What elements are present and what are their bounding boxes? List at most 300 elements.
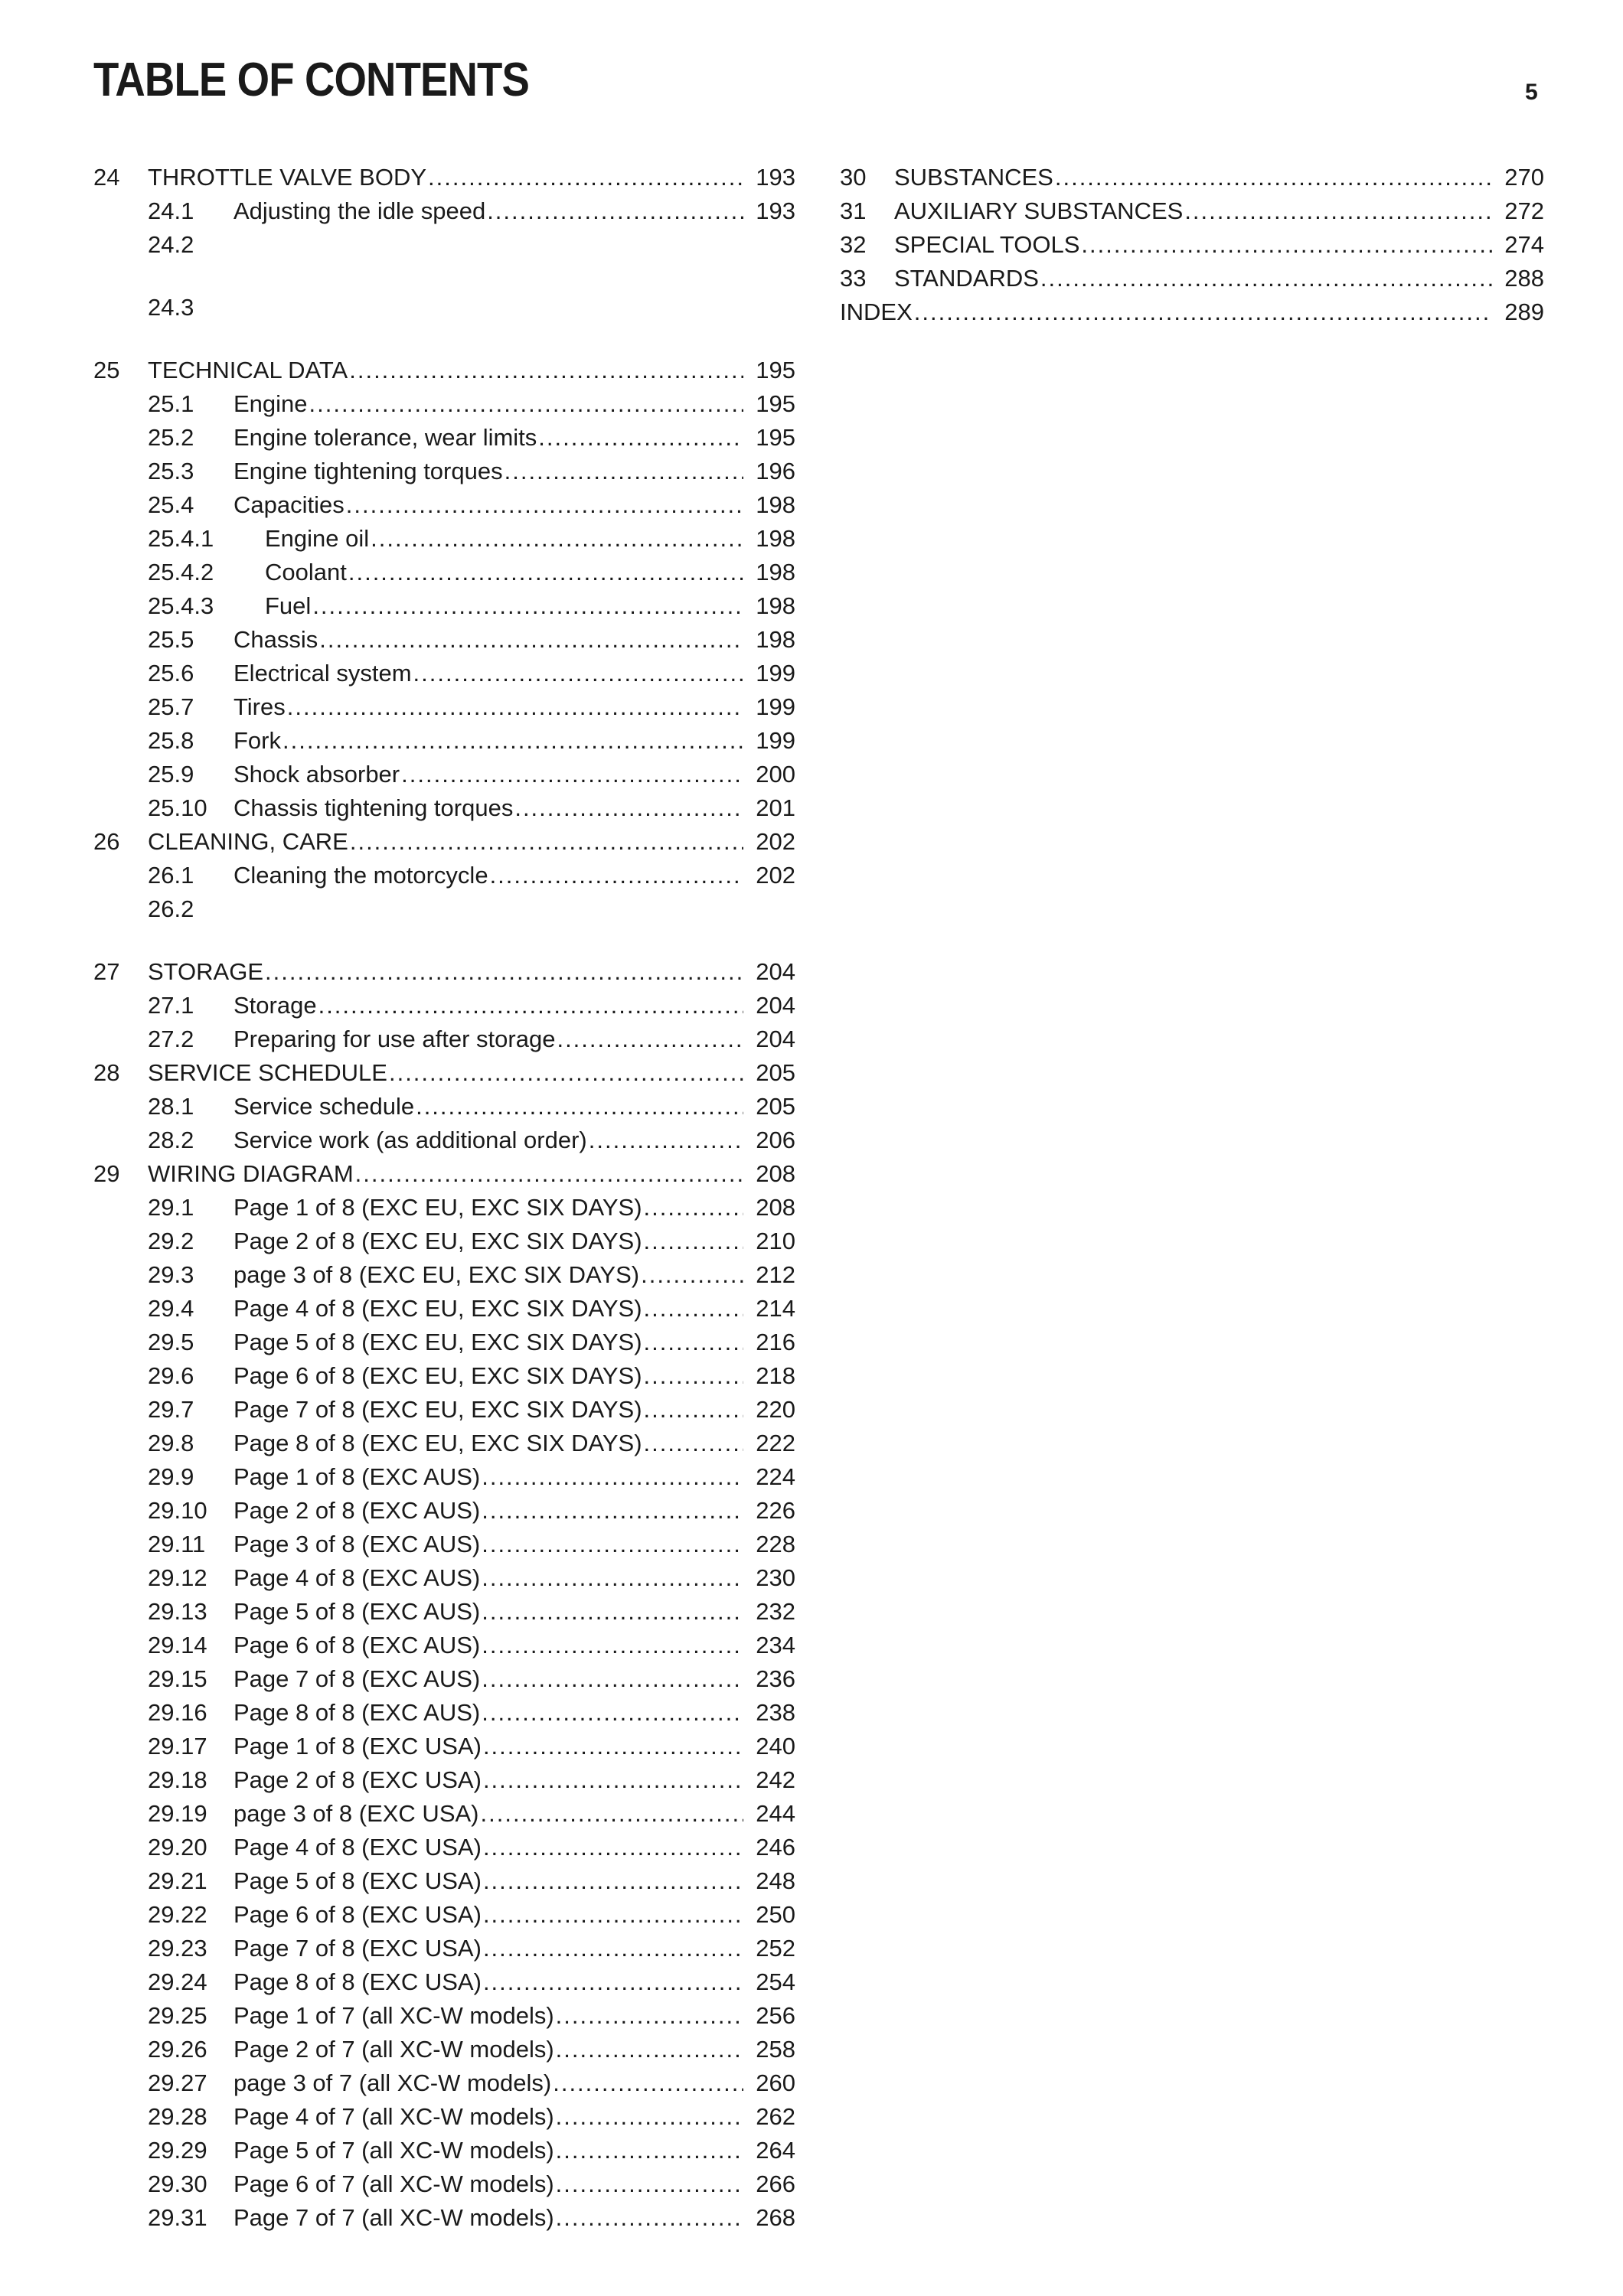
toc-entry[interactable] — [93, 228, 795, 291]
toc-entry-text — [233, 1326, 795, 1359]
toc-entry[interactable] — [93, 1898, 795, 1932]
dot-leader — [482, 1494, 743, 1528]
toc-entry-line — [233, 1494, 795, 1528]
toc-entry-page: 214 — [756, 1295, 795, 1322]
toc-entry-number: 25.1 — [148, 390, 194, 417]
toc-entry-line — [148, 1157, 795, 1191]
toc-entry[interactable] — [93, 1124, 795, 1157]
toc-entry-text — [840, 295, 1544, 329]
dot-leader — [309, 387, 743, 421]
toc-entry-text — [233, 989, 795, 1022]
toc-entry-title: Page 7 of 8 (EXC EU, EXC SIX DAYS) — [233, 1396, 642, 1423]
toc-entry-line — [148, 161, 795, 194]
toc-entry[interactable] — [93, 2134, 795, 2167]
toc-entry-text — [233, 1292, 795, 1326]
toc-entry[interactable] — [93, 455, 795, 488]
dot-leader — [556, 2201, 743, 2235]
toc-entry-title: CLEANING, CARE — [148, 828, 348, 855]
dot-leader — [644, 1326, 743, 1359]
dot-leader — [346, 488, 743, 522]
toc-entry-number: 25.2 — [148, 424, 194, 451]
toc-entry-page: 198 — [756, 491, 795, 518]
toc-entry-title: Page 6 of 8 (EXC EU, EXC SIX DAYS) — [233, 1362, 642, 1389]
toc-entry-page: 220 — [756, 1396, 795, 1423]
toc-entry-number: 25.4.2 — [148, 559, 214, 585]
toc-entry-page: 252 — [756, 1935, 795, 1962]
dot-leader — [413, 657, 743, 690]
toc-entry-page: 224 — [756, 1463, 795, 1490]
toc-entry-title: SERVICE SCHEDULE — [148, 1059, 387, 1086]
toc-entry[interactable] — [93, 1292, 795, 1326]
toc-entry[interactable] — [93, 387, 795, 421]
toc-entry[interactable] — [93, 1730, 795, 1763]
toc-column-left — [93, 161, 795, 2235]
toc-entry-line — [233, 623, 795, 657]
toc-entry-line — [233, 387, 795, 421]
dot-leader — [481, 1797, 744, 1831]
toc-entry-page: 262 — [756, 2103, 795, 2130]
toc-entry-title: Page 3 of 8 (EXC AUS) — [233, 1531, 481, 1557]
toc-entry[interactable] — [93, 758, 795, 791]
toc-entry-number: 26.2 — [148, 895, 194, 922]
dot-leader — [482, 1629, 743, 1662]
toc-entry[interactable] — [93, 1427, 795, 1460]
toc-entry-title: Cleaning the motorcycle — [233, 862, 488, 889]
toc-entry-page: 198 — [756, 559, 795, 585]
toc-entry-number: 29.13 — [148, 1598, 207, 1625]
dot-leader — [482, 1528, 743, 1561]
toc-entry-number: 32 — [840, 231, 867, 258]
toc-entry[interactable] — [93, 161, 795, 194]
dot-leader — [371, 522, 743, 556]
toc-entry[interactable] — [93, 690, 795, 724]
dot-leader — [482, 1696, 743, 1730]
toc-entry-page: 199 — [756, 660, 795, 687]
toc-entry-page: 232 — [756, 1598, 795, 1625]
toc-entry[interactable] — [93, 724, 795, 758]
toc-entry-text — [233, 2134, 795, 2167]
dot-leader — [483, 1864, 743, 1898]
toc-entry[interactable] — [93, 1561, 795, 1595]
toc-entry-title: Page 7 of 8 (EXC USA) — [233, 1935, 482, 1962]
toc-entry-title: Page 6 of 8 (EXC AUS) — [233, 1632, 481, 1658]
toc-entry[interactable] — [93, 2167, 795, 2201]
toc-entry[interactable] — [840, 161, 1544, 194]
toc-entry[interactable] — [93, 1797, 795, 1831]
toc-entry[interactable] — [93, 194, 795, 228]
toc-entry-text — [233, 1730, 795, 1763]
toc-entry-line — [233, 1696, 795, 1730]
toc-entry-text — [894, 194, 1544, 228]
toc-entry-number: 29.31 — [148, 2204, 207, 2231]
page-number: 5 — [1525, 80, 1538, 105]
toc-entry[interactable] — [93, 859, 795, 892]
dot-leader — [312, 589, 743, 623]
toc-entry-text — [265, 556, 795, 589]
toc-entry-line — [233, 1427, 795, 1460]
toc-entry-page: 289 — [1504, 298, 1544, 325]
dot-leader — [1040, 262, 1492, 295]
toc-entry-title: TECHNICAL DATA — [148, 357, 348, 383]
toc-entry[interactable] — [93, 1831, 795, 1864]
dot-leader — [416, 1090, 743, 1124]
toc-entry[interactable] — [93, 589, 795, 623]
toc-entry-number: 25.5 — [148, 626, 194, 653]
toc-entry-text — [233, 2033, 795, 2066]
toc-entry-page: 266 — [756, 2170, 795, 2197]
toc-entry-line — [233, 1999, 795, 2033]
toc-entry-text — [233, 724, 795, 758]
toc-entry-page: 193 — [756, 197, 795, 224]
toc-entry[interactable] — [93, 791, 795, 825]
toc-entry-number: 29.21 — [148, 1867, 207, 1894]
dot-leader — [318, 989, 743, 1022]
toc-entry[interactable] — [93, 1763, 795, 1797]
toc-entry-number: 25 — [93, 357, 120, 383]
toc-entry-title: Page 4 of 8 (EXC EU, EXC SIX DAYS) — [233, 1295, 642, 1322]
toc-entry-page: 242 — [756, 1766, 795, 1793]
dot-leader — [641, 1258, 743, 1292]
toc-entry[interactable] — [93, 421, 795, 455]
toc-entry-number: 25.3 — [148, 458, 194, 484]
toc-entry-number: 29.15 — [148, 1665, 207, 1692]
toc-entry-title: Fork — [233, 727, 281, 754]
toc-entry-page: 206 — [756, 1127, 795, 1153]
dot-leader — [556, 2100, 743, 2134]
toc-entry-text — [233, 1393, 795, 1427]
dot-leader — [557, 1022, 743, 1056]
toc-entry-page: 204 — [756, 958, 795, 985]
dot-leader — [514, 791, 743, 825]
toc-entry-page: 200 — [756, 761, 795, 788]
toc-entry-line — [148, 955, 795, 989]
toc-entry[interactable] — [840, 228, 1544, 262]
toc-entry-number: 28.1 — [148, 1093, 194, 1120]
toc-entry-number: 29.30 — [148, 2170, 207, 2197]
dot-leader — [483, 1932, 743, 1965]
toc-entry-line — [233, 1662, 795, 1696]
toc-entry-title: Page 1 of 8 (EXC AUS) — [233, 1463, 481, 1490]
toc-entry-number: 25.4.3 — [148, 592, 214, 619]
dot-leader — [483, 1763, 743, 1797]
toc-entry-title: Page 2 of 8 (EXC EU, EXC SIX DAYS) — [233, 1228, 642, 1254]
toc-entry-number: 29.19 — [148, 1800, 207, 1827]
toc-entry-number: 24.3 — [148, 294, 194, 321]
dot-leader — [505, 455, 743, 488]
toc-entry-line — [233, 1191, 795, 1225]
toc-entry-number: 28 — [93, 1059, 120, 1086]
toc-entry[interactable] — [93, 1326, 795, 1359]
toc-entry-line — [233, 455, 795, 488]
toc-entry-text — [233, 791, 795, 825]
toc-entry-number: 29.22 — [148, 1901, 207, 1928]
toc-entry[interactable] — [93, 1696, 795, 1730]
toc-entry-line — [233, 1629, 795, 1662]
toc-entry[interactable] — [93, 1999, 795, 2033]
dot-leader — [644, 1427, 743, 1460]
toc-entry-number: 29.6 — [148, 1362, 194, 1389]
toc-entry-page: 226 — [756, 1497, 795, 1524]
dot-leader — [482, 1561, 743, 1595]
toc-entry-text — [148, 955, 795, 989]
toc-entry-page: 288 — [1504, 265, 1544, 292]
toc-entry[interactable] — [93, 2100, 795, 2134]
toc-entry-text — [233, 2201, 795, 2235]
toc-entry[interactable] — [93, 1629, 795, 1662]
toc-entry[interactable] — [93, 1662, 795, 1696]
toc-entry-number: 28.2 — [148, 1127, 194, 1153]
toc-entry-page: 208 — [756, 1160, 795, 1187]
toc-entry-number: 29.17 — [148, 1733, 207, 1760]
toc-entry[interactable] — [93, 825, 795, 859]
toc-entry[interactable] — [93, 1393, 795, 1427]
toc-entry[interactable] — [93, 1359, 795, 1393]
toc-entry-number: 29 — [93, 1160, 120, 1187]
toc-entry[interactable] — [93, 1022, 795, 1056]
toc-entry-line — [233, 1932, 795, 1965]
toc-entry-page: 204 — [756, 992, 795, 1019]
toc-entry-page: 256 — [756, 2002, 795, 2029]
toc-entry-number: 25.4 — [148, 491, 194, 518]
toc-entry[interactable] — [93, 354, 795, 387]
toc-entry-text — [233, 1191, 795, 1225]
dot-leader — [644, 1292, 743, 1326]
toc-entry[interactable] — [93, 955, 795, 989]
toc-entry-line — [233, 2167, 795, 2201]
toc-entry-number: 29.10 — [148, 1497, 207, 1524]
toc-entry-number: 25.9 — [148, 761, 194, 788]
toc-entry-page: 205 — [756, 1059, 795, 1086]
toc-entry-text — [894, 228, 1544, 262]
toc-entry-page: 202 — [756, 862, 795, 889]
toc-entry-line — [233, 1797, 795, 1831]
toc-entry-title: Preparing for use after storage — [233, 1026, 556, 1052]
toc-entry-title: Capacities — [233, 491, 345, 518]
toc-entry[interactable] — [93, 1965, 795, 1999]
toc-entry-page: 230 — [756, 1564, 795, 1591]
toc-entry[interactable] — [93, 1090, 795, 1124]
dot-leader — [644, 1191, 743, 1225]
toc-entry[interactable] — [840, 262, 1544, 295]
toc-entry-title: Page 6 of 8 (EXC USA) — [233, 1901, 482, 1928]
toc-entry-number: 27.1 — [148, 992, 194, 1019]
toc-entry-line — [148, 825, 795, 859]
toc-entry-number: 26 — [93, 828, 120, 855]
toc-entry[interactable] — [93, 1157, 795, 1191]
dot-leader — [355, 1157, 743, 1191]
toc-entry-page: 202 — [756, 828, 795, 855]
toc-entry[interactable] — [93, 1225, 795, 1258]
toc-entry-line — [233, 989, 795, 1022]
toc-entry-page: 199 — [756, 693, 795, 720]
toc-entry-page: 208 — [756, 1194, 795, 1221]
dot-leader — [556, 2134, 743, 2167]
toc-entry-line — [894, 228, 1544, 262]
toc-entry[interactable] — [840, 295, 1544, 329]
toc-entry-page: 240 — [756, 1733, 795, 1760]
toc-entry-text — [233, 1629, 795, 1662]
dot-leader — [401, 758, 743, 791]
toc-entry-number: 29.24 — [148, 1968, 207, 1995]
toc-entry-text — [233, 1662, 795, 1696]
toc-entry-line — [233, 1763, 795, 1797]
toc-entry-number: 29.25 — [148, 2002, 207, 2029]
toc-entry-page: 258 — [756, 2036, 795, 2063]
toc-entry[interactable] — [840, 194, 1544, 228]
toc-entry-text — [148, 1056, 795, 1090]
dot-leader — [556, 1999, 743, 2033]
toc-entry[interactable] — [93, 1494, 795, 1528]
toc-entry-text — [233, 1258, 795, 1292]
toc-entry-line — [233, 1898, 795, 1932]
dot-leader — [482, 1460, 743, 1494]
toc-entry-line — [233, 488, 795, 522]
toc-entry-number: 29.26 — [148, 2036, 207, 2063]
toc-entry-text — [233, 1528, 795, 1561]
dot-leader — [350, 825, 743, 859]
toc-entry-text — [233, 488, 795, 522]
toc-entry-line — [265, 589, 795, 623]
toc-entry[interactable] — [93, 488, 795, 522]
toc-entry-page: 210 — [756, 1228, 795, 1254]
toc-entry-number: 24 — [93, 164, 120, 191]
toc-entry-page: 234 — [756, 1632, 795, 1658]
toc-entry-page: 195 — [756, 357, 795, 383]
dot-leader — [556, 2033, 743, 2066]
toc-entry-number: 29.11 — [148, 1531, 206, 1557]
toc-entry-text — [233, 1225, 795, 1258]
toc-entry-title: Page 2 of 7 (all XC-W models) — [233, 2036, 554, 2063]
toc-entry-line — [233, 2134, 795, 2167]
dot-leader — [482, 1662, 743, 1696]
toc-entry-line — [233, 1730, 795, 1763]
toc-entry-title: Page 4 of 8 (EXC USA) — [233, 1834, 482, 1861]
toc-entry-number: 25.6 — [148, 660, 194, 687]
toc-entry-line — [233, 2100, 795, 2134]
toc-entry[interactable] — [93, 1258, 795, 1292]
toc-entry[interactable] — [93, 2066, 795, 2100]
toc-entry-page: 274 — [1504, 231, 1544, 258]
toc-entry-number: 29.14 — [148, 1632, 207, 1658]
toc-entry-line — [233, 657, 795, 690]
toc-entry-title: Page 4 of 8 (EXC AUS) — [233, 1564, 481, 1591]
toc-entry-title: THROTTLE VALVE BODY — [148, 164, 427, 191]
dot-leader — [490, 859, 743, 892]
dot-leader — [319, 623, 743, 657]
dot-leader — [265, 955, 743, 989]
toc-entry[interactable] — [93, 892, 795, 955]
toc-entry[interactable] — [93, 1056, 795, 1090]
toc-entry[interactable] — [93, 556, 795, 589]
dot-leader — [1184, 194, 1492, 228]
dot-leader — [487, 194, 743, 228]
toc-entry[interactable] — [93, 1595, 795, 1629]
toc-entry-line — [233, 791, 795, 825]
toc-entry-title: Page 8 of 8 (EXC USA) — [233, 1968, 482, 1995]
toc-entry-text — [894, 161, 1544, 194]
toc-entry[interactable] — [93, 1191, 795, 1225]
toc-entry-text — [233, 2167, 795, 2201]
toc-entry-text — [265, 522, 795, 556]
dot-leader — [287, 690, 743, 724]
toc-entry[interactable] — [93, 2201, 795, 2235]
toc-entry-title: Page 1 of 7 (all XC-W models) — [233, 2002, 554, 2029]
toc-entry-page: 195 — [756, 390, 795, 417]
toc-entry-title: Page 7 of 8 (EXC AUS) — [233, 1665, 481, 1692]
toc-entry-title: Engine tolerance, wear limits — [233, 424, 537, 451]
toc-entry-text — [233, 1797, 795, 1831]
dot-leader — [1055, 161, 1492, 194]
toc-entry-title: SUBSTANCES — [894, 164, 1053, 191]
toc-entry-line — [894, 161, 1544, 194]
toc-entry-line — [233, 690, 795, 724]
toc-entry-page: 205 — [756, 1093, 795, 1120]
toc-entry[interactable] — [93, 2033, 795, 2066]
toc-entry-line — [233, 1359, 795, 1393]
toc-entry[interactable] — [93, 1932, 795, 1965]
toc-entry-line — [233, 1225, 795, 1258]
toc-entry[interactable] — [93, 522, 795, 556]
toc-entry-title: Chassis — [233, 626, 318, 653]
toc-entry-line — [233, 1561, 795, 1595]
toc-entry-title: Page 6 of 7 (all XC-W models) — [233, 2170, 554, 2197]
toc-entry-number: 29.9 — [148, 1463, 194, 1490]
toc-entry-title: Adjusting the idle speed — [233, 197, 486, 224]
toc-entry[interactable] — [93, 623, 795, 657]
toc-entry-text — [233, 2066, 795, 2100]
toc-entry[interactable] — [93, 291, 795, 354]
toc-entry-title: WIRING DIAGRAM — [148, 1160, 354, 1187]
toc-entry-title: Page 5 of 8 (EXC AUS) — [233, 1598, 481, 1625]
toc-entry-line — [148, 354, 795, 387]
toc-entry-number: 29.8 — [148, 1430, 194, 1456]
toc-entry-page: 268 — [756, 2204, 795, 2231]
toc-entry[interactable] — [93, 657, 795, 690]
toc-entry-number: 29.3 — [148, 1261, 194, 1288]
toc-entry-page: 198 — [756, 592, 795, 619]
toc-entry-title: Page 8 of 8 (EXC EU, EXC SIX DAYS) — [233, 1430, 642, 1456]
toc-entry-line — [233, 194, 795, 228]
toc-entry-text — [233, 758, 795, 791]
dot-leader — [482, 1595, 743, 1629]
toc-entry-line — [233, 1460, 795, 1494]
toc-entry-title: AUXILIARY SUBSTANCES — [894, 197, 1184, 224]
toc-entry-text — [233, 657, 795, 690]
toc-entry-text — [233, 194, 795, 228]
toc-entry-title: Electrical system — [233, 660, 412, 687]
toc-entry[interactable] — [93, 1528, 795, 1561]
dot-leader — [483, 1965, 743, 1999]
toc-entry-line — [894, 262, 1544, 295]
toc-entry-page: 218 — [756, 1362, 795, 1389]
toc-entry[interactable] — [93, 1864, 795, 1898]
toc-entry-page: 264 — [756, 2137, 795, 2164]
toc-entry[interactable] — [93, 1460, 795, 1494]
toc-entry-number: 29.20 — [148, 1834, 207, 1861]
toc-entry-title: Coolant — [265, 559, 347, 585]
toc-entry-text — [233, 1696, 795, 1730]
toc-entry-text — [233, 421, 795, 455]
toc-entry-text — [233, 1022, 795, 1056]
dot-leader — [589, 1124, 743, 1157]
toc-entry-line — [233, 724, 795, 758]
toc-entry-line — [265, 522, 795, 556]
toc-entry-title: Engine oil — [265, 525, 370, 552]
toc-entry[interactable] — [93, 989, 795, 1022]
dot-leader — [538, 421, 743, 455]
toc-entry-line — [233, 758, 795, 791]
toc-entry-title: page 3 of 8 (EXC EU, EXC SIX DAYS) — [233, 1261, 640, 1288]
